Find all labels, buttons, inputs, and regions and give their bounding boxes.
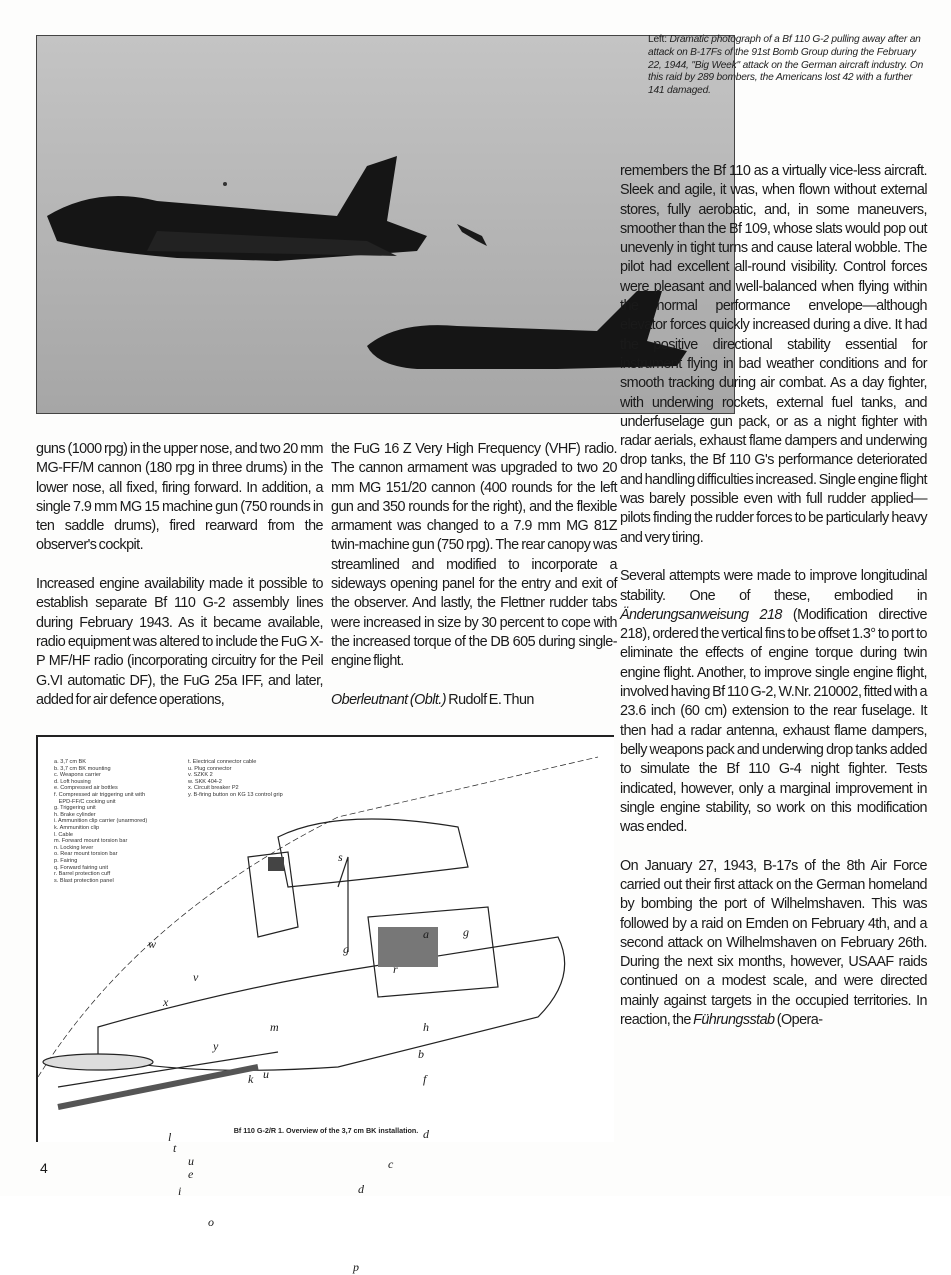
diagram-label: r — [393, 962, 398, 976]
legend-item: v. SZKK 2 — [188, 772, 213, 779]
legend-item: t. Electrical connector cable — [188, 759, 257, 765]
legend-item: b. 3,7 cm BK mounting — [54, 765, 111, 772]
text: (Opera- — [776, 1012, 823, 1029]
diagram-label: d — [358, 1182, 364, 1196]
diagram-label: w — [148, 937, 157, 951]
diagram-label: t — [173, 1141, 177, 1155]
paragraph: Increased engine availability made it possible to establish separate Bf 110 G-2 assembly lines during February 1943. As it became available, radio equipment was altered to include the FuG X-P MF/HF radio (incorporating circuitry for the Peil G.VI automatic DF), the FuG 25a IFF, and later, added for air defence operations, — [36, 576, 323, 708]
legend-item: k. Ammunition clip — [54, 824, 100, 831]
cannon-installation-diagram — [36, 735, 614, 1274]
legend-item: m. Forward mount torsion bar — [54, 838, 128, 845]
text: On January 27, 1943, B-17s of the 8th Air Force carried out their first attack on the German homeland by bombing the port of Wilhelmshaven. This was followed by a raid on Emden on February 4th, and a second attack on Wilhelmshaven on February 26th. During the next six months, however, USAAF raids continued on a modest scale, and were directed mainly against targets in the occupied territories. In reaction, the — [620, 857, 927, 1029]
caption-text: Dramatic photograph of a Bf 110 G-2 pulling away after an attack on B-17Fs of the 91st Bomb Group during the February 22, 1944, "Big Week" attack on the German aircraft industry. On this raid by 289 bombers, the Americans lost 42 with a further 141 damaged. — [648, 34, 924, 97]
legend-item: c. Weapons carrier — [54, 772, 101, 779]
diagram-label: f — [423, 1072, 427, 1086]
diagram-label: i — [178, 1184, 182, 1198]
middle-column — [331, 440, 617, 710]
text: Several attempts were made to improve longitudinal stability. One of these, embodied in — [620, 568, 927, 604]
paragraph: remembers the Bf 110 as a virtually vice-less aircraft. Sleek and agile, it was, when flown without external stores, fully aerobatic, and, in some maneuvers, smoother than the Bf 109, whose slats would pop out unevenly in tight turns and cause lateral wobble. The pilot had excellent all-round visibility. Control forces were pleasant and well-balanced when flying within the normal performance envelope—although elevator forces quickly increased during a dive. It had the positive directional stability essential for instrument flying in bad weather conditions and for smooth tracking during air combat. As a day fighter, with underwing rockets, external fuel tanks, and underfuselage gun pack, or as a night fighter with radar aerials, exhaust flame dampers and underwing drop tanks, the Bf 110 G's performance deteriorated and handling difficulties increased. Single engine flight was barely possible even with full rudder applied—pilots finding the rudder forces to be particularly heavy and very tiring. — [620, 163, 927, 546]
legend-item: y. B-firing button on KG 13 control grip — [188, 791, 283, 798]
diagram-caption: Bf 110 G-2/R 1. Overview of the 3,7 cm BK installation. — [233, 1126, 419, 1135]
paragraph: the FuG 16 Z Very High Frequency (VHF) radio. The cannon armament was upgraded to two 20 mm MG 151/20 cannon (400 rounds for the left gun and 350 rounds for the right), and the flexible armament was changed to a 7.9 mm MG 81Z twin-machine gun (750 rpg). The rear canopy was streamlined and modified to incorporate a sideways opening panel for the entry and exit of the observer. And lastly, the Flettner rudder tabs were increased in size by 30 percent to cope with the increased torque of the DB 605 during single-engine flight. — [331, 441, 617, 670]
legend-item: g. Triggering unit — [54, 805, 96, 812]
legend-item: e. Compressed air bottles — [54, 785, 118, 792]
diagram-label: y — [213, 1039, 219, 1053]
diagram-label: k — [248, 1072, 254, 1086]
diagram-label: p — [353, 1260, 359, 1274]
legend-item: o. Rear mount torsion bar — [54, 851, 118, 858]
legend-item: a. 3,7 cm BK — [54, 759, 87, 765]
diagram-label: u — [188, 1154, 194, 1168]
diagram-label: g — [343, 942, 349, 956]
diagram-label: a — [423, 927, 429, 941]
diagram-label: m — [270, 1020, 279, 1034]
legend-item: EPD-FF/C cocking unit — [54, 798, 116, 805]
diagram-label: l — [168, 1130, 172, 1144]
legend-item: s. Blast protection panel — [54, 877, 114, 884]
paragraph: guns (1000 rpg) in the upper nose, and two 20 mm MG-FF/M cannon (180 rpg in three drums) in the lower nose, all fixed, firing forward. In addition, a single 7.9 mm MG 15 machine gun (750 rounds in ten saddle drums), fired rearward from the observer's cockpit. — [36, 441, 323, 554]
legend-item: q. Forward fairing unit — [54, 864, 109, 871]
cutaway-drawing — [38, 737, 614, 1127]
page-number: 4 — [40, 1160, 48, 1176]
left-column — [36, 440, 323, 710]
italic-text: Führungsstab — [693, 1012, 775, 1029]
diagram-label: e — [188, 1167, 194, 1181]
diagram-label: h — [423, 1020, 429, 1034]
diagram-label: g — [463, 925, 469, 939]
legend-item: n. Locking lever — [54, 844, 94, 851]
diagram-label: x — [163, 995, 169, 1009]
paragraph — [620, 567, 927, 837]
caption-lead: Left: — [648, 34, 667, 45]
legend-item: d. Loft housing — [54, 778, 91, 785]
person-name: Rudolf E. Thun — [448, 691, 534, 708]
text: (Modification directive 218), ordered the vertical fins to be offset 1.3° to port to eliminate the effects of engine torque during twin engine flight. Another, to improve single engine flight, involved having Bf 110 G-2, W.Nr. 210002, fitted with a 23.6 inch (60 cm) extension to the rear fuselage. It then had a radar antenna, exhaust flame dampers, belly weapons pack and underwing drop tanks added to simulate the Bf 110 G-4 night fighter. Tests indicated, however, only a marginal improvement in single engine stability, so work on this modification was ended. — [620, 606, 927, 836]
paragraph — [620, 857, 927, 1031]
legend-item: i. Ammunition clip carrier (unarmored) — [54, 818, 148, 825]
diagram-label: o — [208, 1215, 214, 1229]
legend-item: u. Plug connector — [188, 765, 232, 772]
diagram-label: v — [193, 970, 199, 984]
legend-item: h. Brake cylinder — [54, 811, 96, 818]
italic-text: Änderungsanweisung 218 — [620, 606, 782, 623]
paragraph — [331, 691, 617, 710]
diagram-label: s — [338, 850, 343, 864]
legend-item: x. Circuit breaker P2 — [188, 785, 239, 792]
legend-item: f. Compressed air triggering unit with — [54, 791, 146, 798]
diagram-label: c — [388, 1157, 394, 1171]
right-column — [620, 162, 927, 1030]
legend-item: w. SKK 404-2 — [188, 778, 222, 785]
legend-item: p. Fairing — [54, 857, 78, 864]
legend-item: l. Cable — [54, 831, 73, 838]
diagram-label: b — [418, 1047, 424, 1061]
diagram-label: d — [423, 1127, 429, 1141]
rank-text: Oberleutnant (Oblt.) — [331, 691, 446, 708]
legend-item: r. Barrel protection cuff — [54, 871, 111, 878]
diagram-label: u — [263, 1067, 269, 1081]
photo-caption — [648, 34, 928, 98]
